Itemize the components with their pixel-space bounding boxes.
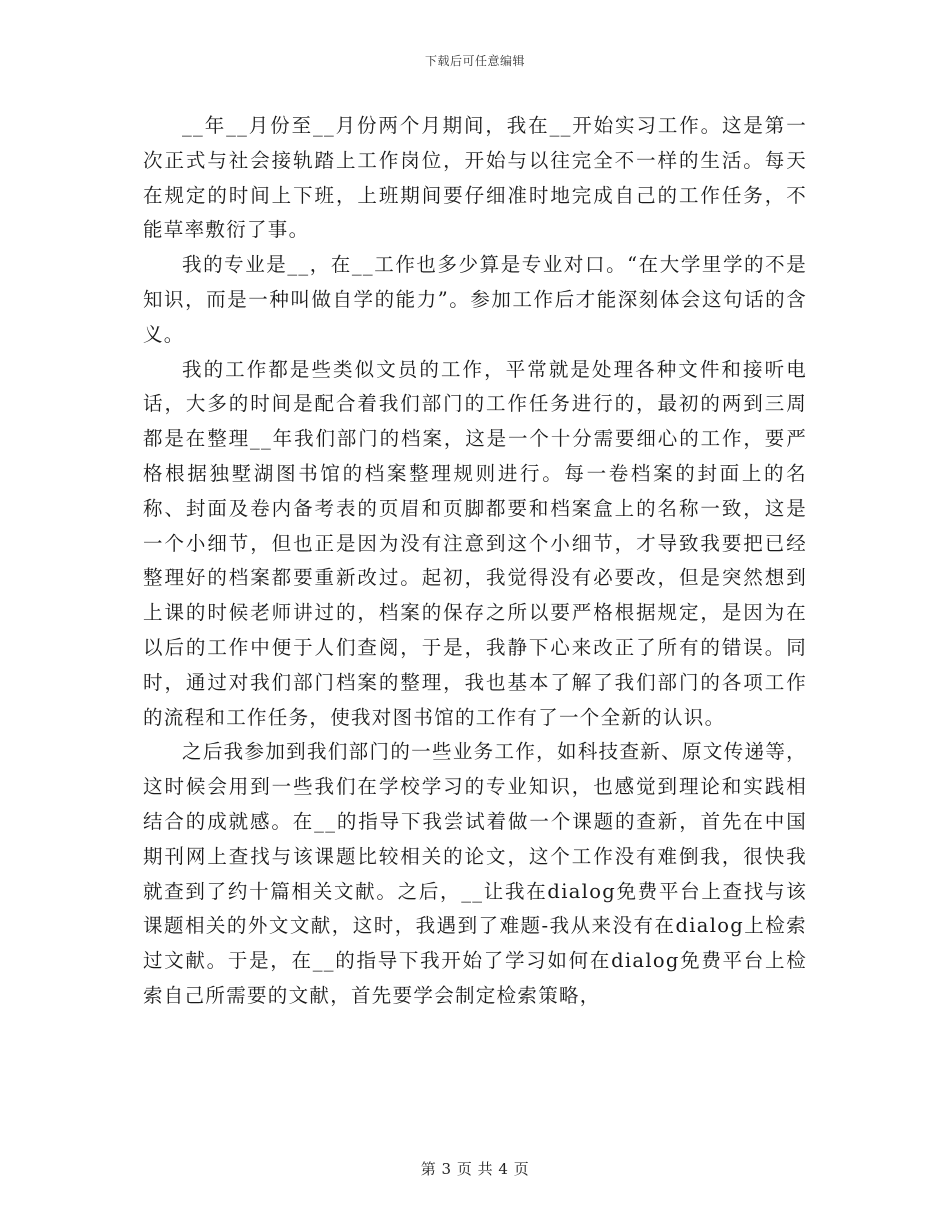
paragraph-3: 我的工作都是些类似文员的工作，平常就是处理各种文件和接听电话，大多的时间是配合着我们部门的工作任务进行的，最初的两到三周都是在整理__年我们部门的档案，这是一个十分需要细心的工作，要严格根据独墅湖图书馆的档案整理规则进行。每一卷档案的封面上的名称、封面及卷内备考表的页眉和页脚都要和档案盒上的名称一致，这是一个小细节，但也正是因为没有注意到这个小细节，才导致我要把已经整理好的档案都要重新改过。起初，我觉得没有必要改，但是突然想到上课的时候老师讲过的，档案的保存之所以要严格根据规定，是因为在以后的工作中便于人们查阅，于是，我静下心来改正了所有的错误。同时，通过对我们部门档案的整理，我也基本了解了我们部门的各项工作的流程和工作任务，使我对图书馆的工作有了一个全新的认识。 (143, 357, 807, 729)
document-body (143, 109, 807, 1014)
page-footer: 第 3 页 共 4 页 (420, 1160, 530, 1178)
paragraph-1: __年__月份至__月份两个月期间，我在__开始实习工作。这是第一次正式与社会接轨踏上工作岗位，开始与以往完全不一样的生活。每天在规定的时间上下班，上班期间要仔细准时地完成自己的工作任务，不能草率敷衍了事。 (143, 114, 807, 242)
page-header: 下载后可任意编辑 (424, 54, 525, 68)
paragraph-2: 我的专业是__，在__工作也多少算是专业对口。“在大学里学的不是知识，而是一种叫做自学的能力”。参加工作后才能深刻体会这句话的含义。 (143, 253, 807, 346)
paragraph-4: 之后我参加到我们部门的一些业务工作，如科技查新、原文传递等，这时候会用到一些我们在学校学习的专业知识，也感觉到理论和实践相结合的成就感。在__的指导下我尝试着做一个课题的查新，首先在中国期刊网上查找与该课题比较相关的论文，这个工作没有难倒我，很快我就查到了约十篇相关文献。之后，__让我在dialog免费平台上查找与该课题相关的外文文献，这时，我遇到了难题-我从来没有在dialog上检索过文献。于是，在__的指导下我开始了学习如何在dialog免费平台上检索自己所需要的文献，首先要学会制定检索策略， (143, 740, 807, 1007)
